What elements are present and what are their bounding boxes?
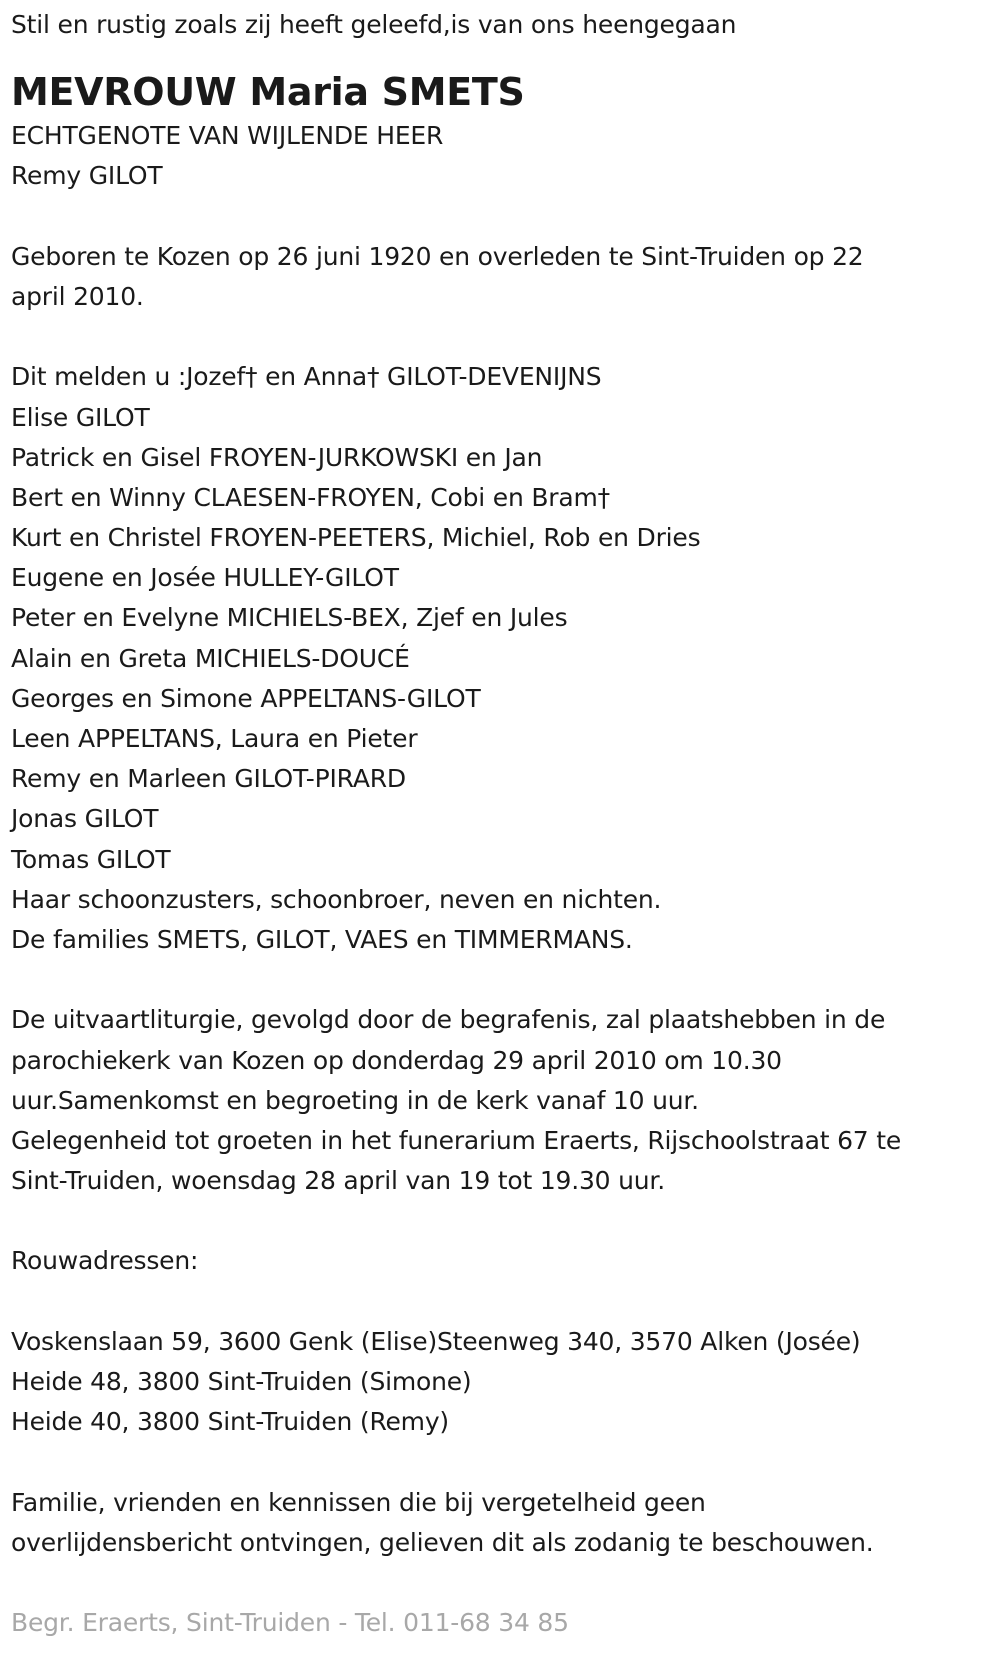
spacer xyxy=(11,1282,996,1322)
funeral-line: Sint-Truiden, woensdag 28 april van 19 tot 19.30 uur. xyxy=(11,1166,665,1196)
spacer xyxy=(11,960,996,1000)
birth-death-line: Geboren te Kozen op 26 juni 1920 en overleden te Sint-Truiden op 22 xyxy=(11,241,864,271)
family-line: Alain en Greta MICHIELS-DOUCÉ xyxy=(11,643,410,673)
spacer xyxy=(11,1563,996,1603)
address-line: Heide 40, 3800 Sint-Truiden (Remy) xyxy=(11,1407,449,1437)
obituary-notice xyxy=(11,0,996,1643)
family-line: Patrick en Gisel FROYEN-JURKOWSKI en Jan xyxy=(11,442,543,472)
spacer xyxy=(11,1442,996,1482)
family-line: Dit melden u :Jozef† en Anna† GILOT-DEVENIJNS xyxy=(11,362,602,392)
address-line: Heide 48, 3800 Sint-Truiden (Simone) xyxy=(11,1367,472,1396)
family-line: Jonas GILOT xyxy=(11,804,159,834)
family-line: Haar schoonzusters, schoonbroer, neven en nichten. xyxy=(11,884,662,914)
family-line: Elise GILOT xyxy=(11,402,150,432)
spouse-line: ECHTGENOTE VAN WIJLENDE HEER xyxy=(11,121,444,151)
funeral-line: uur.Samenkomst en begroeting in de kerk vanaf 10 uur. xyxy=(11,1085,699,1115)
intro-text: Stil en rustig zoals zij heeft geleefd,is van ons heengegaan xyxy=(11,10,737,39)
birth-death-section xyxy=(11,237,996,317)
funeral-line: De uitvaartliturgie, gevolgd door de begrafenis, zal plaatshebben in de xyxy=(11,1005,886,1035)
spouse-line: Remy GILOT xyxy=(11,161,163,191)
closing-line: overlijdensbericht ontvingen, gelieven dit als zodanig te beschouwen. xyxy=(11,1527,874,1557)
spacer xyxy=(11,317,996,357)
spacer xyxy=(11,1201,996,1241)
funeral-section xyxy=(11,1000,996,1201)
addresses-section xyxy=(11,1322,996,1443)
family-line: De families SMETS, GILOT, VAES en TIMMERMANS. xyxy=(11,924,633,954)
addresses-heading: Rouwadressen: xyxy=(11,1246,199,1276)
deceased-name: MEVROUW Maria SMETS xyxy=(11,70,525,115)
funeral-line: parochiekerk van Kozen op donderdag 29 april 2010 om 10.30 xyxy=(11,1045,782,1075)
family-line: Remy en Marleen GILOT-PIRARD xyxy=(11,764,406,794)
birth-death-line: april 2010. xyxy=(11,281,144,311)
family-line: Leen APPELTANS, Laura en Pieter xyxy=(11,724,418,753)
closing-section xyxy=(11,1483,996,1563)
family-line: Georges en Simone APPELTANS-GILOT xyxy=(11,683,481,713)
address-line: Voskenslaan 59, 3600 Genk (Elise)Steenweg 340, 3570 Alken (Josée) xyxy=(11,1326,861,1356)
funeral-home-footer: Begr. Eraerts, Sint-Truiden - Tel. 011-68 34 85 xyxy=(11,1608,569,1638)
family-line: Kurt en Christel FROYEN-PEETERS, Michiel, Rob en Dries xyxy=(11,523,701,553)
spouse-section xyxy=(11,116,996,196)
family-line: Eugene en Josée HULLEY-GILOT xyxy=(11,563,399,593)
family-line: Peter en Evelyne MICHIELS-BEX, Zjef en Jules xyxy=(11,603,568,633)
funeral-line: Gelegenheid tot groeten in het funerarium Eraerts, Rijschoolstraat 67 te xyxy=(11,1125,902,1155)
spacer xyxy=(11,197,996,237)
family-section xyxy=(11,357,996,960)
family-line: Tomas GILOT xyxy=(11,844,171,874)
closing-line: Familie, vrienden en kennissen die bij vergetelheid geen xyxy=(11,1487,706,1517)
family-line: Bert en Winny CLAESEN-FROYEN, Cobi en Bram† xyxy=(11,482,610,512)
